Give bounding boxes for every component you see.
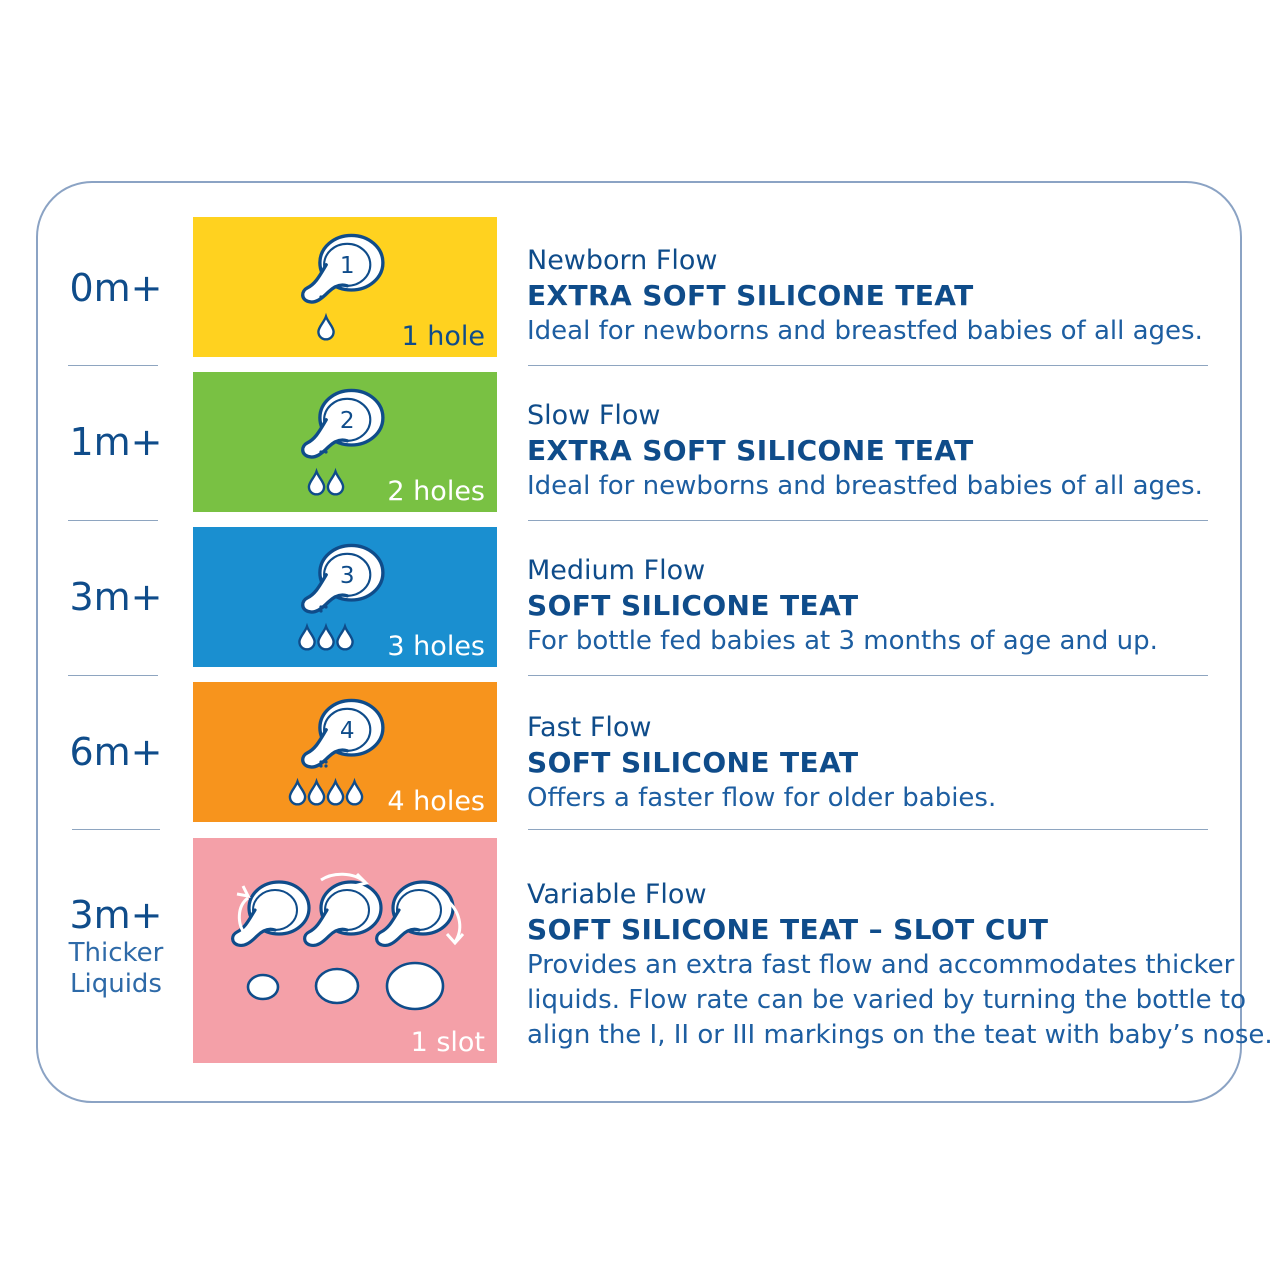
divider-right xyxy=(528,520,1208,521)
holes-label: 1 slot xyxy=(410,1027,485,1058)
hole-dot xyxy=(319,605,322,608)
desc-line: Offers a faster flow for older babies. xyxy=(527,783,997,813)
hole-dot xyxy=(324,764,327,767)
flow-name: Slow Flow xyxy=(527,400,661,431)
age-label: 3m+ xyxy=(69,893,163,937)
slot-medium-icon xyxy=(316,969,358,1003)
desc-line: liquids. Flow rate can be varied by turning the bottle to xyxy=(527,985,1246,1015)
flow-name: Newborn Flow xyxy=(527,245,718,276)
teat-type: SOFT SILICONE TEAT – SLOT CUT xyxy=(527,913,1049,946)
teat-type: SOFT SILICONE TEAT xyxy=(527,746,859,779)
teat-type: SOFT SILICONE TEAT xyxy=(527,589,859,622)
divider-right xyxy=(528,675,1208,676)
tile-newborn-flow xyxy=(193,217,497,357)
desc-line: For bottle fed babies at 3 months of age and up. xyxy=(527,626,1158,656)
teat-type: EXTRA SOFT SILICONE TEAT xyxy=(527,434,974,467)
flow-name: Medium Flow xyxy=(527,555,706,586)
hole-dot xyxy=(319,295,322,298)
hole-dot xyxy=(319,609,322,612)
divider-left xyxy=(68,365,158,366)
hole-dot xyxy=(319,450,322,453)
slot-large-icon xyxy=(387,963,443,1009)
desc-line: Provides an extra fast flow and accommodates thicker xyxy=(527,950,1235,980)
holes-label: 2 holes xyxy=(387,476,485,507)
divider-right xyxy=(528,365,1208,366)
flow-name: Variable Flow xyxy=(527,879,707,910)
flow-name: Fast Flow xyxy=(527,712,652,743)
hole-dot xyxy=(319,764,322,767)
desc-line: Ideal for newborns and breastfed babies of all ages. xyxy=(527,316,1203,346)
age-label: 1m+ xyxy=(69,420,163,464)
row-text xyxy=(527,247,1247,349)
age-label: 6m+ xyxy=(69,730,163,774)
divider-left xyxy=(68,520,158,521)
teat-number: 1 xyxy=(339,253,355,280)
holes-label: 4 holes xyxy=(387,786,485,817)
teat-number: 4 xyxy=(339,718,355,745)
desc-line: align the I, II or III markings on the teat with baby’s nose. xyxy=(527,1020,1273,1050)
holes-label: 3 holes xyxy=(387,631,485,662)
row-text xyxy=(527,402,1247,504)
tile-fast-flow xyxy=(193,682,497,822)
age-label: 3m+ xyxy=(69,575,163,619)
divider-left xyxy=(72,829,160,830)
teat-type: EXTRA SOFT SILICONE TEAT xyxy=(527,279,974,312)
divider-right xyxy=(528,829,1208,830)
desc-line: Ideal for newborns and breastfed babies of all ages. xyxy=(527,471,1203,501)
hole-dot xyxy=(324,605,327,608)
teat-number: 3 xyxy=(339,563,355,590)
tile-variable-flow xyxy=(193,838,497,1063)
holes-label: 1 hole xyxy=(401,321,485,352)
slot-small-icon xyxy=(248,975,278,999)
hole-dot xyxy=(324,450,327,453)
tile-slow-flow xyxy=(193,372,497,512)
age-label: 0m+ xyxy=(69,266,163,310)
tile-medium-flow xyxy=(193,527,497,667)
row-text xyxy=(527,714,1247,816)
row-text xyxy=(527,557,1247,659)
age-sub-label: Liquids xyxy=(70,969,162,999)
hole-dot xyxy=(319,760,322,763)
row-text xyxy=(527,879,1273,1053)
divider-left xyxy=(68,675,158,676)
age-sub-label: Thicker xyxy=(68,938,164,968)
hole-dot xyxy=(324,760,327,763)
teat-number: 2 xyxy=(339,408,355,435)
